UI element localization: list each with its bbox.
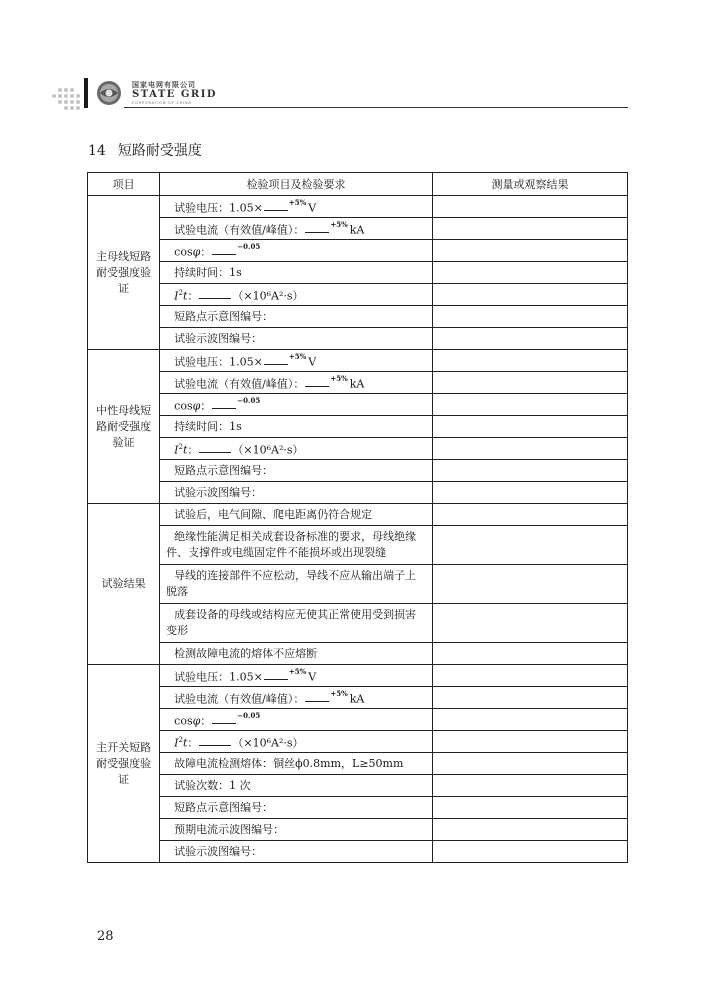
table-row	[88, 284, 628, 306]
square-exponent: 2	[178, 735, 183, 744]
cos-text: cos	[174, 714, 193, 728]
time-symbol: t	[182, 289, 188, 303]
requirement-cell	[160, 753, 433, 775]
requirement-cell	[160, 372, 433, 394]
logo-subtitle: CORPORATION OF CHINA	[132, 101, 192, 105]
requirement-cell	[160, 306, 433, 328]
table-row	[88, 775, 628, 797]
colon: ：	[200, 399, 212, 413]
section-title-text: 短路耐受强度	[117, 143, 202, 159]
requirement-text: 试验电压：1.05×	[174, 201, 263, 215]
decoration-dot	[76, 100, 80, 104]
table-row	[88, 460, 628, 482]
requirement-text: 试验电流（有效值/峰值）：	[174, 223, 305, 237]
decoration-dot	[64, 94, 68, 98]
table-row	[88, 797, 628, 819]
requirement-text: 检测故障电流的熔体不应熔断	[174, 646, 318, 660]
table-row	[88, 731, 628, 753]
cos-text: cos	[174, 245, 193, 259]
table-body	[88, 196, 628, 863]
decoration-dot	[52, 94, 56, 98]
requirement-cell	[160, 604, 433, 643]
result-cell[interactable]	[432, 504, 627, 526]
logo-english-name: STATE GRID	[132, 89, 218, 100]
result-cell[interactable]	[432, 665, 627, 687]
decoration-dot	[70, 100, 74, 104]
colon: ：	[187, 736, 199, 750]
table-row	[88, 240, 628, 262]
page-header	[52, 78, 628, 110]
column-header: 项目	[88, 173, 160, 196]
result-cell[interactable]	[432, 284, 627, 306]
section-number: 14	[88, 143, 106, 159]
table-row	[88, 665, 628, 687]
result-cell[interactable]	[432, 240, 627, 262]
time-symbol: t	[182, 443, 188, 457]
requirement-text: 短路点示意图编号：	[174, 309, 274, 323]
table-row	[88, 262, 628, 284]
time-symbol: t	[182, 736, 188, 750]
tolerance-superscript: +5%	[288, 666, 307, 676]
table-row	[88, 526, 628, 565]
requirement-text: 试验电流（有效值/峰值）：	[174, 692, 305, 706]
result-cell[interactable]	[432, 350, 627, 372]
decoration-dot	[58, 100, 62, 104]
requirement-text: 绝缘性能满足相关成套设备标准的要求，母线绝缘件、支撑件或电缆固定件不能损坏或出现裂缝	[166, 530, 417, 559]
square-exponent: 2	[178, 442, 183, 451]
decoration-dot	[70, 106, 74, 110]
unit-text: （×10⁶A²·s）	[232, 289, 304, 303]
column-header: 检验项目及检验要求	[160, 173, 433, 196]
result-cell[interactable]	[432, 526, 627, 565]
requirement-text: 试验后，电气间隙、爬电距离仍符合规定	[174, 507, 373, 521]
result-cell[interactable]	[432, 687, 627, 709]
requirement-cell	[160, 482, 433, 504]
current-symbol: I	[174, 289, 179, 303]
table-row	[88, 438, 628, 460]
colon: ：	[200, 714, 212, 728]
table-row	[88, 643, 628, 665]
requirement-text: 试验示波图编号：	[174, 331, 263, 345]
result-cell[interactable]	[432, 482, 627, 504]
result-cell[interactable]	[432, 262, 627, 284]
group-label: 试验结果	[88, 504, 160, 665]
result-cell[interactable]	[432, 797, 627, 819]
requirement-cell	[160, 687, 433, 709]
phi-symbol: φ	[192, 245, 201, 259]
requirement-cell	[160, 731, 433, 753]
requirement-text: 故障电流检测熔体：铜丝ϕ0.8mm，L≥50mm	[174, 756, 404, 770]
requirement-cell	[160, 841, 433, 863]
requirement-cell	[160, 240, 433, 262]
result-cell[interactable]	[432, 306, 627, 328]
fill-in-blank	[305, 223, 329, 233]
requirement-cell	[160, 643, 433, 665]
fill-in-blank	[264, 201, 288, 211]
table-row	[88, 416, 628, 438]
page-number: 28	[97, 929, 114, 944]
fill-in-blank	[305, 377, 329, 387]
fill-in-blank	[264, 670, 288, 680]
unit-text: V	[308, 670, 317, 684]
tolerance-superscript: +5%	[330, 688, 348, 698]
group-label: 中性母线短路耐受强度验证	[88, 350, 160, 504]
requirement-cell	[160, 565, 433, 604]
logo-chinese-name: 国家电网有限公司	[132, 81, 196, 89]
requirement-text: 试验电压：1.05×	[174, 355, 263, 369]
fill-in-blank	[212, 714, 236, 724]
requirement-cell	[160, 665, 433, 687]
result-cell[interactable]	[432, 565, 627, 604]
requirement-cell	[160, 775, 433, 797]
requirement-text: 持续时间：1s	[174, 265, 242, 279]
current-symbol: I	[174, 443, 179, 457]
header-rule	[124, 107, 628, 108]
column-header: 测量或观察结果	[432, 173, 627, 196]
result-cell[interactable]	[432, 731, 627, 753]
table-row	[88, 394, 628, 416]
table-row	[88, 604, 628, 643]
requirement-text: 成套设备的母线或结构应无使其正常使用受到损害变形	[166, 608, 417, 637]
result-cell[interactable]	[432, 218, 627, 240]
tolerance-superscript: +5%	[288, 351, 307, 361]
requirement-cell	[160, 819, 433, 841]
table-row	[88, 372, 628, 394]
table-row	[88, 504, 628, 526]
table-row	[88, 565, 628, 604]
requirement-cell	[160, 262, 433, 284]
requirement-cell	[160, 328, 433, 350]
table-row	[88, 709, 628, 731]
requirement-cell	[160, 526, 433, 565]
unit-text: （×10⁶A²·s）	[232, 736, 304, 750]
colon: ：	[200, 245, 212, 259]
requirement-cell	[160, 438, 433, 460]
table-row	[88, 687, 628, 709]
requirement-cell	[160, 504, 433, 526]
current-symbol: I	[174, 736, 179, 750]
table-row	[88, 196, 628, 218]
decoration-dot	[58, 94, 62, 98]
result-cell[interactable]	[432, 328, 627, 350]
colon: ：	[187, 289, 199, 303]
state-grid-logo-icon	[96, 80, 122, 106]
table-header-row	[88, 173, 628, 196]
result-cell[interactable]	[432, 438, 627, 460]
requirement-cell	[160, 797, 433, 819]
fill-in-blank	[199, 736, 231, 746]
result-cell[interactable]	[432, 775, 627, 797]
cos-text: cos	[174, 399, 193, 413]
table-row	[88, 841, 628, 863]
test-table	[87, 172, 628, 863]
unit-text: （×10⁶A²·s）	[232, 443, 304, 457]
tolerance-superscript: +5%	[330, 373, 348, 383]
result-cell[interactable]	[432, 709, 627, 731]
unit-text: kA	[349, 692, 365, 706]
requirement-text: 试验次数：1 次	[174, 778, 251, 792]
unit-text: kA	[349, 223, 365, 237]
phi-symbol: φ	[192, 714, 201, 728]
header-bar	[84, 78, 88, 108]
result-cell[interactable]	[432, 819, 627, 841]
result-cell[interactable]	[432, 604, 627, 643]
decoration-dot	[70, 88, 74, 92]
fill-in-blank	[264, 355, 288, 365]
requirement-text: 短路点示意图编号：	[174, 463, 274, 477]
result-cell[interactable]	[432, 394, 627, 416]
unit-text: V	[308, 201, 317, 215]
result-cell[interactable]	[432, 196, 627, 218]
decoration-dot	[58, 88, 62, 92]
requirement-text: 试验示波图编号：	[174, 485, 263, 499]
requirement-cell	[160, 196, 433, 218]
requirement-text: 试验电压：1.05×	[174, 670, 263, 684]
requirement-cell	[160, 394, 433, 416]
fill-in-blank	[199, 443, 231, 453]
decoration-dot	[76, 106, 80, 110]
decoration-dot	[76, 94, 80, 98]
dot-pattern-decoration	[52, 84, 86, 110]
fill-in-blank	[212, 399, 236, 409]
unit-text: V	[308, 355, 317, 369]
table-row	[88, 819, 628, 841]
table-row	[88, 218, 628, 240]
table-row	[88, 753, 628, 775]
requirement-text: 导线的连接部件不应松动，导线不应从输出端子上脱落	[166, 569, 417, 598]
requirement-cell	[160, 218, 433, 240]
tolerance-superscript: +5%	[288, 197, 307, 207]
square-exponent: 2	[178, 288, 183, 297]
requirement-cell	[160, 416, 433, 438]
requirement-text: 预期电流示波图编号：	[174, 822, 285, 836]
requirement-cell	[160, 284, 433, 306]
group-label: 主母线短路耐受强度验证	[88, 196, 160, 350]
result-cell[interactable]	[432, 416, 627, 438]
table-row	[88, 350, 628, 372]
tolerance-superscript: +5%	[330, 219, 348, 229]
table-row	[88, 306, 628, 328]
requirement-text: 短路点示意图编号：	[174, 800, 274, 814]
table-row	[88, 482, 628, 504]
decoration-dot	[64, 88, 68, 92]
table-row	[88, 328, 628, 350]
requirement-cell	[160, 709, 433, 731]
result-cell[interactable]	[432, 460, 627, 482]
requirement-cell	[160, 460, 433, 482]
decoration-dot	[70, 94, 74, 98]
unit-text: kA	[349, 377, 365, 391]
requirement-text: 试验电流（有效值/峰值）：	[174, 377, 305, 391]
group-label: 主开关短路耐受强度验证	[88, 665, 160, 863]
result-cell[interactable]	[432, 643, 627, 665]
result-cell[interactable]	[432, 753, 627, 775]
fill-in-blank	[212, 245, 236, 255]
fill-in-blank	[305, 692, 329, 702]
requirement-text: 试验示波图编号：	[174, 844, 263, 858]
decoration-dot	[64, 106, 68, 110]
requirement-cell	[160, 350, 433, 372]
result-cell[interactable]	[432, 841, 627, 863]
tolerance-superscript: −0.05	[237, 241, 261, 251]
result-cell[interactable]	[432, 372, 627, 394]
phi-symbol: φ	[192, 399, 201, 413]
tolerance-superscript: −0.05	[237, 395, 261, 405]
decoration-dot	[64, 100, 68, 104]
tolerance-superscript: −0.05	[237, 710, 261, 720]
colon: ：	[187, 443, 199, 457]
requirement-text: 持续时间：1s	[174, 419, 242, 433]
fill-in-blank	[199, 289, 231, 299]
section-title	[88, 140, 202, 160]
